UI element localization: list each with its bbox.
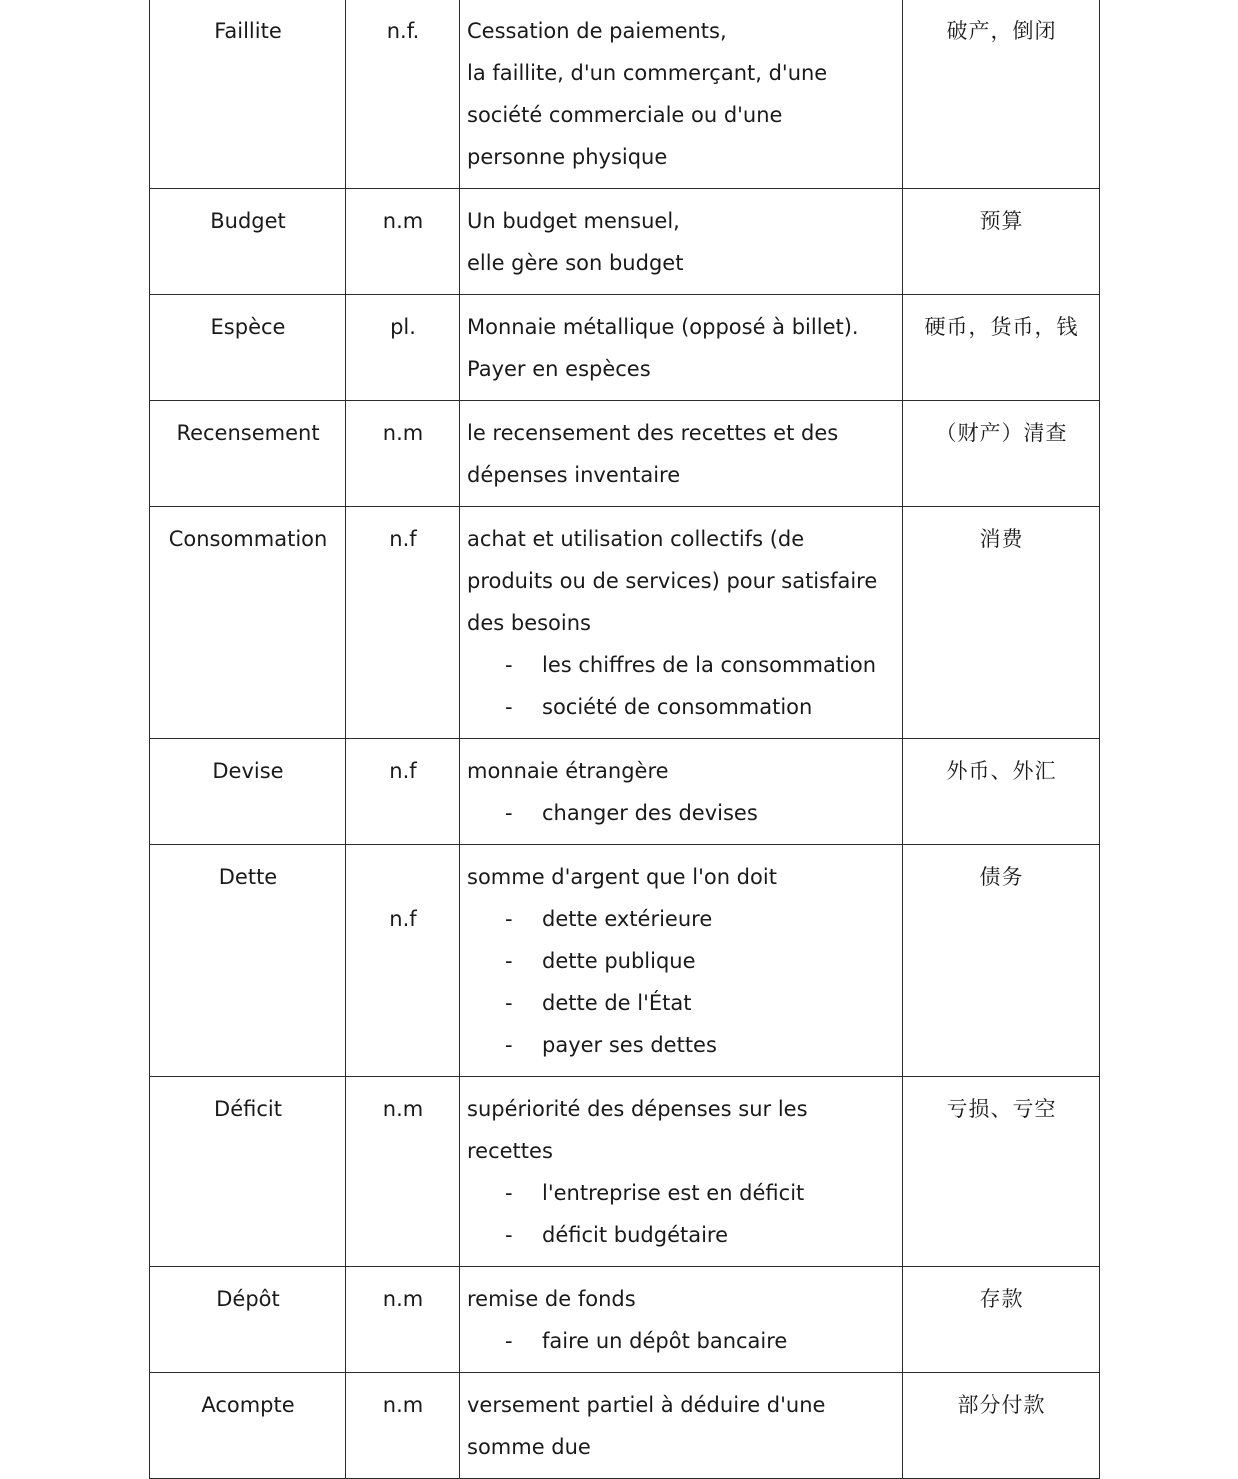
translation-cell — [903, 739, 1100, 845]
translation-cell — [903, 507, 1100, 739]
definition-line: personne physique — [467, 145, 668, 169]
part-of-speech-cell — [346, 1373, 460, 1479]
part-of-speech-cell — [346, 189, 460, 295]
term-cell — [150, 401, 346, 507]
part-of-speech-text: n.f — [389, 907, 417, 931]
translation-cell — [903, 401, 1100, 507]
definition-line: produits ou de services) pour satisfaire — [467, 569, 878, 593]
definition-cell — [460, 401, 903, 507]
term-text: Déficit — [214, 1097, 282, 1121]
part-of-speech-text: n.f. — [386, 19, 420, 43]
example-item — [467, 1024, 896, 1066]
definition-line: versement partiel à déduire d'une — [467, 1393, 826, 1417]
part-of-speech-text: n.m — [382, 421, 424, 445]
definition-cell — [460, 1267, 903, 1373]
term-text: Consommation — [168, 527, 328, 551]
definition-line: la faillite, d'un commerçant, d'une — [467, 61, 828, 85]
example-item — [467, 898, 896, 940]
dash-bullet-icon: - — [505, 1181, 513, 1205]
translation-cell — [903, 1267, 1100, 1373]
term-text: Faillite — [214, 19, 282, 43]
definition-line: dépenses inventaire — [467, 463, 681, 487]
term-text: Budget — [210, 209, 286, 233]
definition-cell — [460, 0, 903, 189]
part-of-speech-cell — [346, 295, 460, 401]
part-of-speech-text: n.f — [389, 527, 417, 551]
translation-text: 破产，倒闭 — [946, 19, 1057, 43]
translation-cell — [903, 189, 1100, 295]
example-item — [467, 1172, 896, 1214]
definition-cell — [460, 507, 903, 739]
part-of-speech-text: pl. — [390, 315, 416, 339]
dash-bullet-icon: - — [505, 801, 513, 825]
translation-text: 预算 — [979, 209, 1024, 233]
part-of-speech-text: n.m — [382, 1393, 424, 1417]
term-text: Devise — [212, 759, 284, 783]
part-of-speech-cell — [346, 1267, 460, 1373]
table-row — [150, 1373, 1100, 1479]
definition-line: Payer en espèces — [467, 357, 651, 381]
term-cell — [150, 1267, 346, 1373]
term-cell — [150, 295, 346, 401]
definition-cell — [460, 1077, 903, 1267]
example-item — [467, 1214, 896, 1256]
dash-bullet-icon: - — [505, 653, 513, 677]
translation-text: 亏损、亏空 — [946, 1097, 1057, 1121]
table-row — [150, 1267, 1100, 1373]
translation-text: 外币、外汇 — [946, 759, 1057, 783]
definition-line: le recensement des recettes et des — [467, 421, 839, 445]
example-text: changer des devises — [542, 801, 758, 825]
term-text: Dépôt — [216, 1287, 280, 1311]
example-item — [467, 940, 896, 982]
term-cell — [150, 507, 346, 739]
table-row — [150, 0, 1100, 189]
translation-cell — [903, 845, 1100, 1077]
definition-cell — [460, 739, 903, 845]
part-of-speech-text: n.m — [382, 1287, 424, 1311]
definition-line: société commerciale ou d'une — [467, 103, 783, 127]
translation-cell — [903, 295, 1100, 401]
definition-line: somme due — [467, 1435, 591, 1459]
example-item — [467, 1320, 896, 1362]
example-text: dette de l'État — [542, 991, 692, 1015]
vocabulary-table — [149, 0, 1100, 1479]
translation-cell — [903, 1077, 1100, 1267]
dash-bullet-icon: - — [505, 949, 513, 973]
part-of-speech-cell — [346, 1077, 460, 1267]
part-of-speech-cell — [346, 0, 460, 189]
definition-line: recettes — [467, 1139, 553, 1163]
definition-cell — [460, 189, 903, 295]
definition-line: elle gère son budget — [467, 251, 684, 275]
translation-text: 部分付款 — [957, 1393, 1046, 1417]
example-item — [467, 644, 896, 686]
definition-cell — [460, 845, 903, 1077]
table-row — [150, 189, 1100, 295]
definition-line: des besoins — [467, 611, 591, 635]
table-row — [150, 739, 1100, 845]
example-text: dette extérieure — [542, 907, 713, 931]
example-text: payer ses dettes — [542, 1033, 717, 1057]
example-text: les chiffres de la consommation — [542, 653, 877, 677]
table-row — [150, 507, 1100, 739]
term-cell — [150, 739, 346, 845]
example-text: société de consommation — [542, 695, 813, 719]
example-text: déficit budgétaire — [542, 1223, 729, 1247]
part-of-speech-cell — [346, 739, 460, 845]
definition-line: Un budget mensuel, — [467, 209, 680, 233]
term-cell — [150, 1077, 346, 1267]
term-text: Espèce — [210, 315, 286, 339]
definition-line: supériorité des dépenses sur les — [467, 1097, 808, 1121]
pos-spacer — [353, 856, 453, 898]
table-row — [150, 295, 1100, 401]
term-cell — [150, 0, 346, 189]
translation-text: 债务 — [979, 865, 1024, 889]
definition-cell — [460, 295, 903, 401]
example-text: dette publique — [542, 949, 696, 973]
definition-line: Monnaie métallique (opposé à billet). — [467, 315, 859, 339]
dash-bullet-icon: - — [505, 1033, 513, 1057]
term-text: Acompte — [201, 1393, 295, 1417]
part-of-speech-cell — [346, 845, 460, 1077]
term-cell — [150, 189, 346, 295]
dash-bullet-icon: - — [505, 907, 513, 931]
part-of-speech-text: n.m — [382, 209, 424, 233]
table-row — [150, 1077, 1100, 1267]
part-of-speech-text: n.f — [389, 759, 417, 783]
part-of-speech-cell — [346, 401, 460, 507]
translation-cell — [903, 0, 1100, 189]
term-text: Recensement — [176, 421, 320, 445]
definition-cell — [460, 1373, 903, 1479]
definition-line: somme d'argent que l'on doit — [467, 865, 777, 889]
table-row — [150, 845, 1100, 1077]
definition-line: monnaie étrangère — [467, 759, 669, 783]
example-text: l'entreprise est en déficit — [542, 1181, 805, 1205]
term-text: Dette — [218, 865, 278, 889]
translation-text: 存款 — [979, 1287, 1024, 1311]
vocabulary-table-body — [150, 0, 1100, 1479]
translation-text: （财产）清查 — [935, 421, 1068, 445]
example-text: faire un dépôt bancaire — [542, 1329, 788, 1353]
translation-text: 硬币，货币，钱 — [924, 315, 1079, 339]
part-of-speech-text: n.m — [382, 1097, 424, 1121]
part-of-speech-cell — [346, 507, 460, 739]
definition-line: achat et utilisation collectifs (de — [467, 527, 805, 551]
dash-bullet-icon: - — [505, 695, 513, 719]
translation-cell — [903, 1373, 1100, 1479]
dash-bullet-icon: - — [505, 991, 513, 1015]
example-item — [467, 982, 896, 1024]
example-item — [467, 686, 896, 728]
definition-line: Cessation de paiements, — [467, 19, 727, 43]
translation-text: 消费 — [979, 527, 1024, 551]
definition-line: remise de fonds — [467, 1287, 636, 1311]
dash-bullet-icon: - — [505, 1329, 513, 1353]
term-cell — [150, 845, 346, 1077]
example-item — [467, 792, 896, 834]
table-row — [150, 401, 1100, 507]
dash-bullet-icon: - — [505, 1223, 513, 1247]
term-cell — [150, 1373, 346, 1479]
